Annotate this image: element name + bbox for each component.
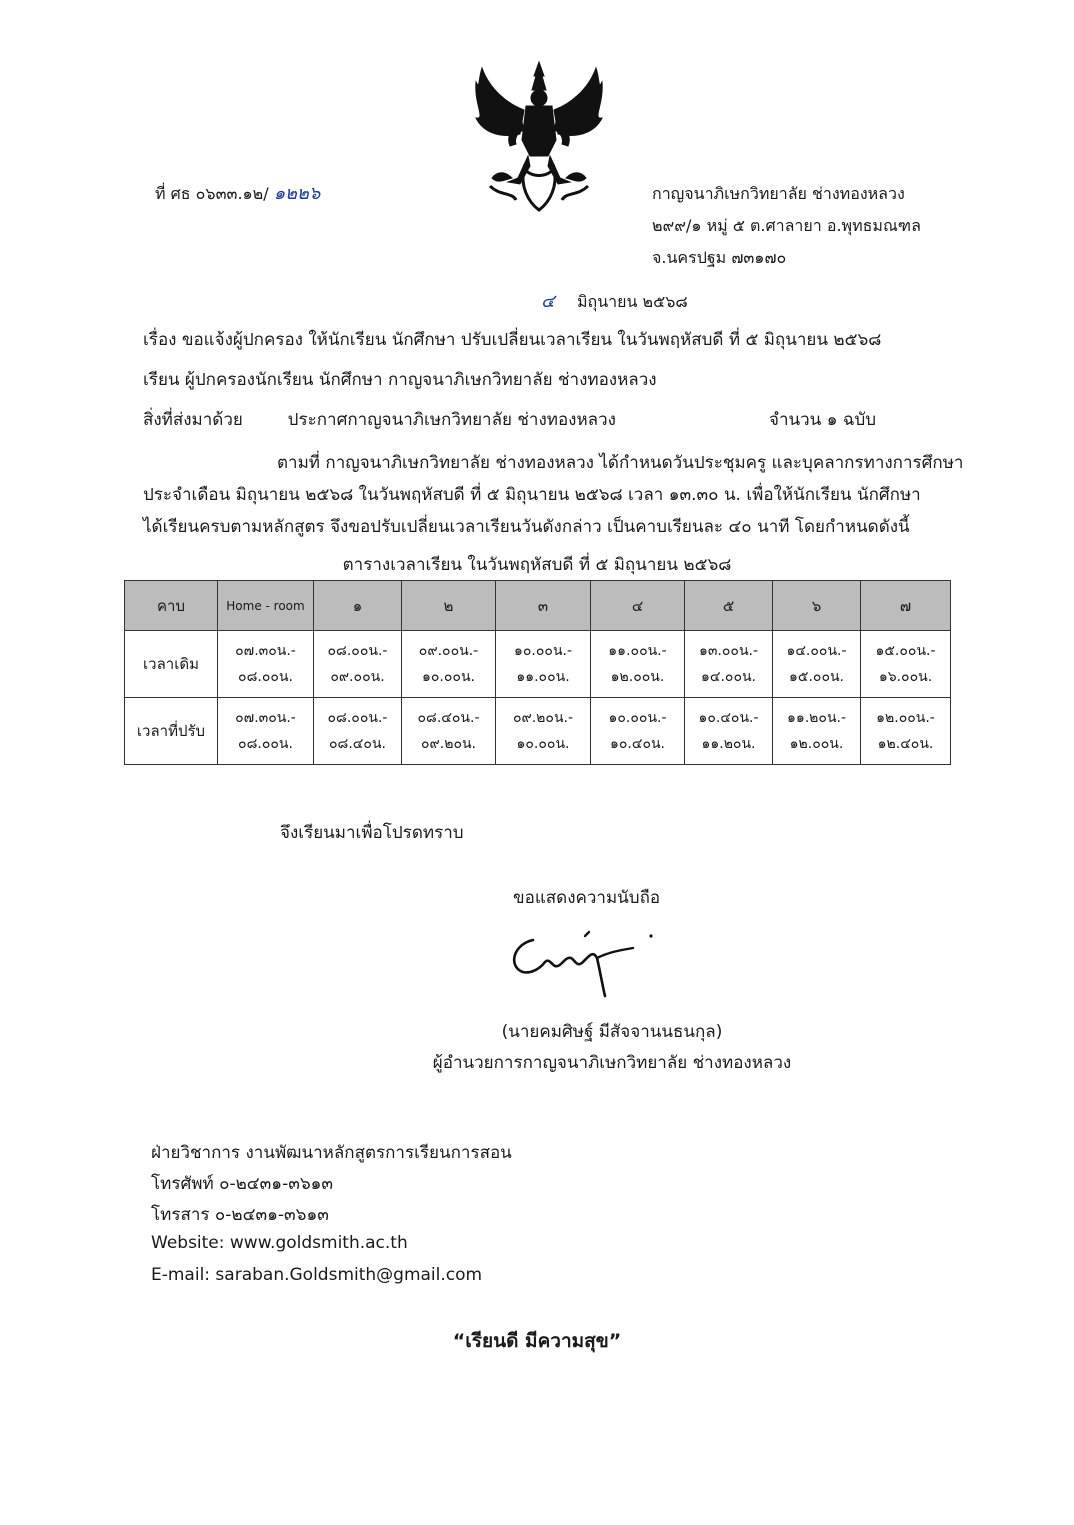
reference-prefix: ที่ ศธ ๐๖๓๓.๑๒/: [155, 184, 269, 203]
enclosure-count: จำนวน ๑ ฉบับ: [769, 410, 877, 430]
header-period-7: ๗: [861, 581, 951, 631]
table-row-adjusted-time: [125, 698, 951, 765]
sender-address-line-2: ๒๙๙/๑ หมู่ ๕ ต.ศาลายา อ.พุทธมณฑล: [652, 216, 921, 235]
header-period: คาบ: [125, 581, 218, 631]
signer-title: ผู้อำนวยการกาญจนาภิเษกวิทยาลัย ช่างทองหลวง: [432, 1053, 792, 1073]
letter-date: [541, 286, 688, 315]
table-cell: ๑๒.๐๐น.- ๑๒.๔๐น.: [861, 698, 951, 765]
table-cell: ๐๘.๐๐น.- ๐๙.๐๐น.: [314, 631, 402, 698]
table-cell: ๑๑.๐๐น.- ๑๒.๐๐น.: [591, 631, 685, 698]
table-row-original-time: [125, 631, 951, 698]
body-line-3: ได้เรียนครบตามหลักสูตร จึงขอปรับเปลี่ยนเวลาเรียนวันดังกล่าว เป็นคาบเรียนละ ๔๐ นาที โดยกำหนดดังนี้: [143, 517, 910, 537]
footer-email: E-mail: saraban.Goldsmith@gmail.com: [151, 1265, 483, 1285]
footer-fax: โทรสาร ๐-๒๔๓๑-๓๖๑๓: [151, 1205, 329, 1225]
handwritten-signature-icon: [505, 918, 665, 998]
body-line-1: ตามที่ กาญจนาภิเษกวิทยาลัย ช่างทองหลวง ได้กำหนดวันประชุมครู และบุคลากรทางการศึกษา: [277, 453, 964, 473]
body-line-2: ประจำเดือน มิถุนายน ๒๕๖๘ ในวันพฤหัสบดี ที่ ๕ มิถุนายน ๒๕๖๘ เวลา ๑๓.๓๐ น. เพื่อให้นักเรียน นักศึกษา: [143, 485, 921, 505]
table-cell: ๐๙.๒๐น.- ๑๐.๐๐น.: [496, 698, 591, 765]
table-cell: ๑๐.๐๐น.- ๑๐.๔๐น.: [591, 698, 685, 765]
letter-subject: เรื่อง ขอแจ้งผู้ปกครอง ให้นักเรียน นักศึกษา ปรับเปลี่ยนเวลาเรียน ในวันพฤหัสบดี ที่ ๕ มิถุนายน ๒๕๖๘: [143, 330, 882, 350]
table-cell: ๑๑.๒๐น.- ๑๒.๐๐น.: [773, 698, 861, 765]
regards-line: ขอแสดงความนับถือ: [513, 888, 661, 908]
reference-number: [155, 178, 320, 207]
table-cell: ๐๘.๔๐น.- ๐๙.๒๐น.: [402, 698, 496, 765]
table-cell: ๐๗.๓๐น.- ๐๘.๐๐น.: [218, 698, 314, 765]
letter-recipient: เรียน ผู้ปกครองนักเรียน นักศึกษา กาญจนาภิเษกวิทยาลัย ช่างทองหลวง: [143, 370, 657, 390]
table-cell: ๑๕.๐๐น.- ๑๖.๐๐น.: [861, 631, 951, 698]
garuda-emblem-icon: [468, 60, 610, 212]
table-cell: ๐๙.๐๐น.- ๑๐.๐๐น.: [402, 631, 496, 698]
header-period-2: ๒: [402, 581, 496, 631]
table-cell: ๑๔.๐๐น.- ๑๕.๐๐น.: [773, 631, 861, 698]
table-cell: ๐๗.๓๐น.- ๐๘.๐๐น.: [218, 631, 314, 698]
row-label-adjusted: เวลาที่ปรับ: [125, 698, 218, 765]
table-header-row: [125, 581, 951, 631]
sender-address-line-3: จ.นครปฐม ๗๓๑๗๐: [652, 248, 787, 267]
signer-name: (นายคมศิษฐ์ มีสัจจานนธนกุล): [501, 1022, 723, 1042]
enclosure-label: สิ่งที่ส่งมาด้วย: [143, 410, 243, 430]
table-cell: ๑๐.๔๐น.- ๑๑.๒๐น.: [685, 698, 773, 765]
reference-number-handwritten: ๑๒๒๖: [273, 183, 321, 204]
row-label-original: เวลาเดิม: [125, 631, 218, 698]
date-day-handwritten: ๔: [541, 291, 555, 312]
header-homeroom: Home - room: [218, 581, 314, 631]
school-motto: “เรียนดี มีความสุข”: [452, 1330, 622, 1352]
table-cell: ๑๐.๐๐น.- ๑๑.๐๐น.: [496, 631, 591, 698]
sender-address-line-1: กาญจนาภิเษกวิทยาลัย ช่างทองหลวง: [652, 184, 905, 203]
footer-department: ฝ่ายวิชาการ งานพัฒนาหลักสูตรการเรียนการสอน: [151, 1143, 512, 1163]
footer-website: Website: www.goldsmith.ac.th: [151, 1233, 408, 1253]
schedule-table: [124, 580, 951, 765]
table-title: ตารางเวลาเรียน ในวันพฤหัสบดี ที่ ๕ มิถุนายน ๒๕๖๘: [342, 555, 732, 575]
letter-enclosure: [143, 406, 616, 433]
header-period-1: ๑: [314, 581, 402, 631]
header-period-5: ๕: [685, 581, 773, 631]
enclosure-item: ประกาศกาญจนาภิเษกวิทยาลัย ช่างทองหลวง: [287, 410, 616, 430]
table-cell: ๐๘.๐๐น.- ๐๘.๔๐น.: [314, 698, 402, 765]
date-month-year: มิถุนายน ๒๕๖๘: [577, 292, 688, 311]
header-period-3: ๓: [496, 581, 591, 631]
header-period-6: ๖: [773, 581, 861, 631]
footer-phone: โทรศัพท์ ๐-๒๔๓๑-๓๖๑๓: [151, 1174, 334, 1194]
table-cell: ๑๓.๐๐น.- ๑๔.๐๐น.: [685, 631, 773, 698]
closing-line: จึงเรียนมาเพื่อโปรดทราบ: [280, 823, 464, 843]
header-period-4: ๔: [591, 581, 685, 631]
